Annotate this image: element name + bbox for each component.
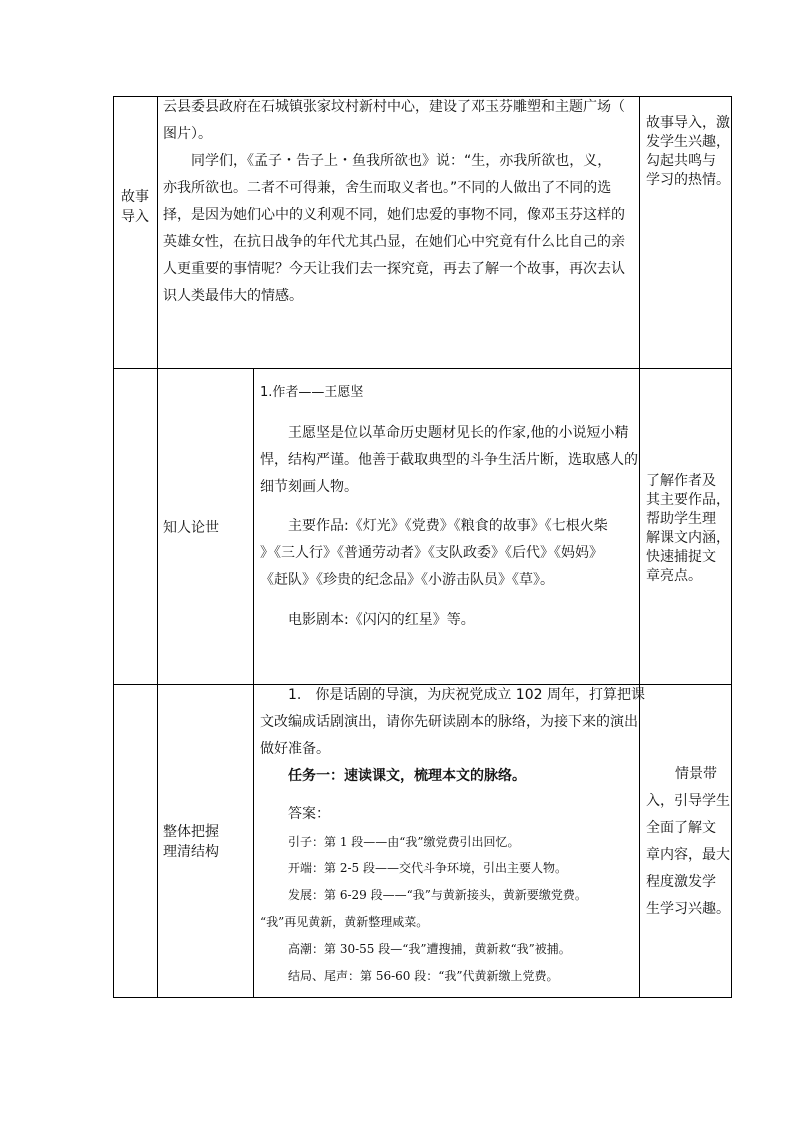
content-line: 王愿坚是位以革命历史题材见长的作家,他的小说短小精: [288, 425, 629, 441]
intent-line: 快速捕捉文: [646, 549, 716, 565]
content-line: 英雄女性，在抗日战争的年代尤其凸显，在她们心中究竟有什么比自己的亲: [163, 234, 625, 250]
content-line: 电影剧本:《闪闪的红星》等。: [288, 612, 475, 628]
row-label: 理清结构: [163, 844, 219, 860]
content-line: 图片）。: [163, 126, 212, 142]
structure-line: 开端：第 2-5 段——交代斗争环境，引出主要人物。: [288, 861, 567, 875]
intent-line: 章亮点。: [646, 568, 702, 584]
content-line: 识人类最伟大的情感。: [163, 288, 303, 304]
task-heading: 任务一：速读课文，梳理本文的脉络。: [288, 768, 526, 784]
structure-line: 发展：第 6-29 段——“我”与黄新接头，黄新要缴党费。: [288, 888, 587, 902]
row-label: 故事: [121, 189, 149, 205]
content-line: 1. 你是话剧的导演，为庆祝党成立 102 周年，打算把课: [288, 687, 645, 703]
row-label: 导入: [121, 209, 149, 225]
content-line: 同学们，《孟子・告子上・鱼我所欲也》说：“生，亦我所欲也，义，: [191, 153, 612, 169]
intent-line: 了解作者及: [646, 473, 716, 489]
intent-line: 故事导入，激: [646, 115, 730, 131]
intent-line: 其主要作品，: [646, 492, 730, 508]
content-line: 细节刻画人物。: [260, 479, 358, 495]
answer-label: 答案：: [288, 806, 330, 822]
intent-line: 全面了解文: [646, 820, 716, 836]
intent-line: 解课文内涵，: [646, 530, 730, 546]
structure-line: 引子：第 1 段——由“我”缴党费引出回忆。: [288, 835, 520, 849]
intent-line: 生学习兴趣。: [646, 901, 730, 917]
content-line: 《赶队》《珍贵的纪念品》《小游击队员》《草》。: [260, 572, 554, 588]
content-heading: 1.作者——王愿坚: [260, 385, 364, 400]
content-line: 亦我所欲也。二者不可得兼，舍生而取义者也。”不同的人做出了不同的选: [163, 180, 612, 196]
row-label: 整体把握: [163, 824, 219, 840]
content-line: 主要作品:《灯光》《党费》《粮食的故事》《七根火柴: [288, 518, 608, 534]
content-line: 文改编成话剧演出，请你先研读剧本的脉络，为接下来的演出: [260, 714, 638, 730]
content-line: 做好准备。: [260, 741, 330, 757]
intent-line: 程度激发学: [646, 874, 716, 890]
content-line: 云县委县政府在石城镇张家坟村新村中心，建设了邓玉芬雕塑和主题广场（: [163, 99, 625, 115]
content-line: 择，是因为她们心中的义利观不同，她们忠爱的事物不同，像邓玉芬这样的: [163, 207, 625, 223]
intent-line: 情景带: [675, 766, 717, 782]
row-label: 知人论世: [163, 520, 219, 536]
intent-line: 学习的热情。: [646, 172, 730, 188]
intent-line: 勾起共鸣与: [646, 153, 716, 169]
intent-line: 章内容，最大: [646, 847, 730, 863]
structure-line: 结局、尾声：第 56-60 段：“我”代黄新缴上党费。: [288, 969, 559, 983]
structure-line: “我”再见黄新，黄新整理咸菜。: [260, 915, 429, 929]
content-line: 悍，结构严谨。他善于截取典型的斗争生活片断，选取感人的: [260, 452, 638, 468]
intent-line: 发学生兴趣，: [646, 134, 730, 150]
structure-line: 高潮：第 30-55 段—“我”遭搜捕，黄新救“我”被捕。: [288, 942, 571, 956]
intent-line: 入，引导学生: [646, 793, 730, 809]
content-line: 》《三人行》《普通劳动者》《支队政委》《后代》《妈妈》: [260, 545, 603, 561]
content-line: 人更重要的事情呢？今天让我们去一探究竟，再去了解一个故事，再次去认: [163, 261, 625, 277]
intent-line: 帮助学生理: [646, 511, 716, 527]
